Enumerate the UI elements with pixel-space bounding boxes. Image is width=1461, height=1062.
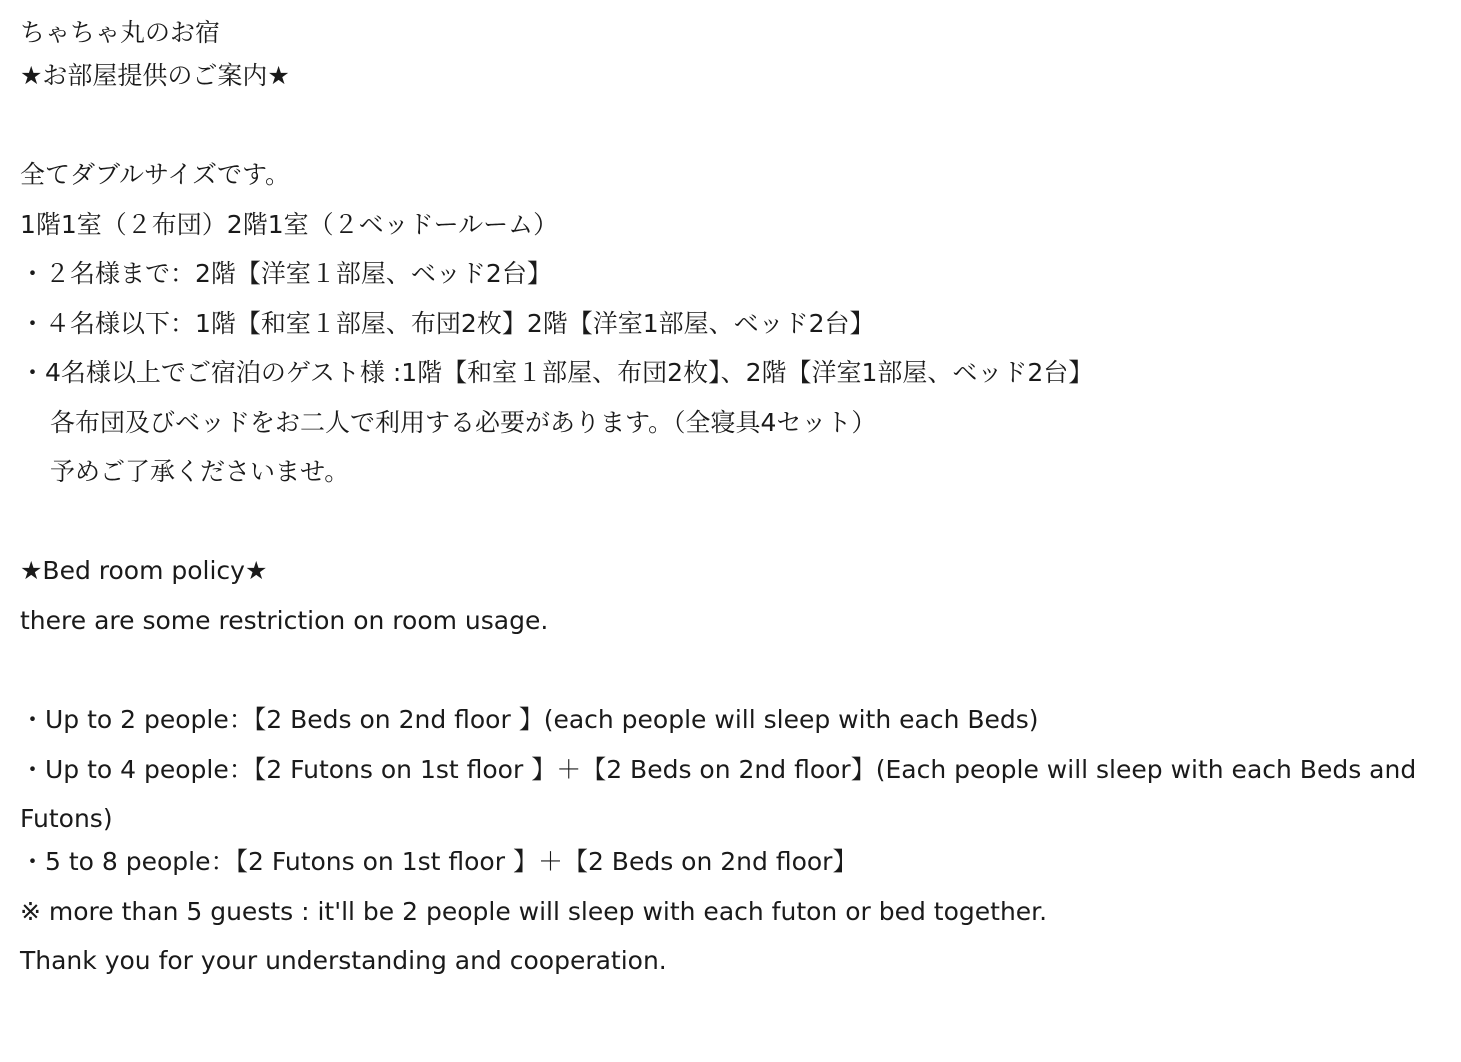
jp-bullet-up-to-2: ・２名様まで：2階【洋室１部屋、ベッド2台】 (20, 259, 552, 288)
en-note: ※ more than 5 guests : it'll be 2 people will sleep with each futon or bed together. (20, 896, 1048, 926)
en-intro: there are some restriction on room usage. (20, 605, 549, 635)
en-bullet-up-to-4: ・Up to 4 people：【2 Futons on 1st floor 】＋【2 Beds on 2nd floor】(Each people will sleep with each Beds and Futons) (20, 755, 1417, 833)
en-bullet-up-to-2: ・Up to 2 people：【2 Beds on 2nd floor 】(each people will sleep with each Beds) (20, 704, 1039, 734)
inn-name: ちゃちゃ丸のお宿 (20, 18, 221, 47)
jp-size-note: 全てダブルサイズです。 (20, 160, 291, 189)
spacer (20, 651, 1445, 701)
jp-bullet-4-plus: ・4名様以上でご宿泊のゲスト様 :1階【和室１部屋、布団2枚】、2階【洋室1部屋、ベッド2台】 (20, 358, 1094, 387)
jp-note-line-2: 予めご了承くださいませ。 (50, 457, 350, 486)
jp-bullet-up-to-4: ・４名様以下：1階【和室１部屋、布団2枚】2階【洋室1部屋、ベッド2台】 (20, 308, 875, 338)
en-bullet-5-to-8: ・5 to 8 people：【2 Futons on 1st floor 】＋【2 Beds on 2nd floor】 (20, 847, 858, 876)
jp-note-line-1: 各布団及びベッドをお二人で利用する必要があります。（全寝具4セット） (50, 407, 877, 437)
en-thanks: Thank you for your understanding and cooperation. (20, 946, 667, 975)
spacer (20, 503, 1445, 553)
spacer (20, 107, 1445, 157)
policy-document (20, 14, 1445, 992)
jp-rooms-summary: 1階1室（２布団）2階1室（２ベッドールーム） (20, 209, 559, 239)
jp-heading: ★お部屋提供のご案内★ (20, 61, 290, 90)
en-heading: ★Bed room policy★ (20, 556, 268, 585)
